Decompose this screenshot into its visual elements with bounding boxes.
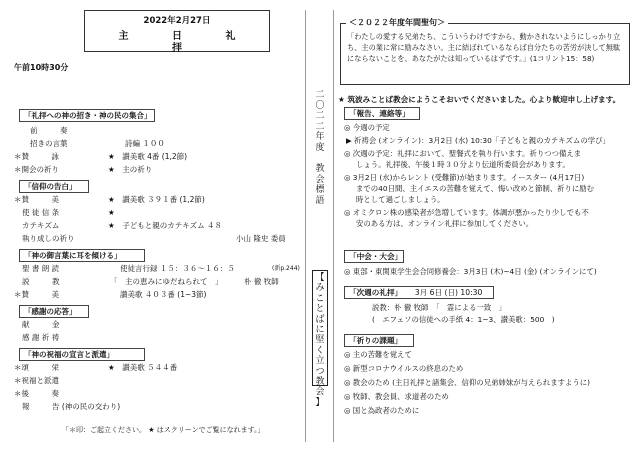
- order-hymn-ref: ★ 讃美歌 4番 (1,2節): [108, 152, 188, 161]
- order-opening-prayer-ref: ★ 主の祈り: [108, 165, 153, 174]
- order-benediction: ＊祝福と派遣: [14, 376, 59, 385]
- order-creed: 使 徒 信 条: [22, 208, 60, 217]
- annual-verse-heading: ＜２０２２年度年間聖句＞: [346, 18, 448, 28]
- announce-prayer-meeting: ▶ 祈祷会 (オンライン)：3月2日 (水) 10:30「子どもと親のカテキズムの学び」: [346, 136, 610, 145]
- prayer-item: ◎ 牧師、教会員、求道者のため: [344, 392, 449, 401]
- order-catechism: カテキズム: [22, 221, 60, 230]
- order-catechism-ref: ★ 子どもと親のカテキズム ４８: [108, 221, 222, 230]
- order-sermon: 説 教: [22, 277, 60, 286]
- annual-verse-box: [340, 23, 630, 85]
- order-sermon-title: 「 主の恵みにゆだねられて 」: [110, 277, 223, 286]
- next-service-scripture: ( エフェソの信徒への手紙 4：1~3、讃美歌：500 ): [372, 315, 555, 324]
- announce-weekly: ◎ 今週の予定: [344, 123, 390, 132]
- footnote: 「＊印：ご起立ください。 ★ はスクリーンでご覧になれます。」: [62, 426, 265, 434]
- service-date: 2022年2月27日: [143, 16, 211, 26]
- order-doxology-ref: ★ 讃美歌 ５４４番: [108, 363, 178, 372]
- order-postlude: ＊後 奏: [14, 389, 59, 398]
- section-presbytery: 「中会・大会」: [344, 250, 404, 263]
- next-service-date: 3月 6日 (日) 10:30: [414, 288, 483, 297]
- order-praise: ＊賛 美: [14, 195, 59, 204]
- prayer-item: ◎ 教会のため (主日礼拝と諸集会、信仰の兄弟姉妹が与えられますように): [344, 378, 591, 387]
- presbytery-event: ◎ 東部・東関東学生会合同修養会：3月3日 (木)~4日 (金) (オンラインにて): [344, 267, 597, 276]
- order-intercession-leader: 小山 隆史 委員: [236, 234, 286, 243]
- section-announcements: 「報告、連絡等」: [344, 107, 420, 120]
- order-reading-ref: 使徒言行録 １５：３６～１６：５: [120, 264, 235, 273]
- service-time: 午前10時30分: [14, 63, 69, 72]
- order-announcements: 報 告 (神の民の交わり): [22, 402, 121, 411]
- next-service-label: 「次週の礼拝」: [349, 288, 403, 297]
- prayer-item: ◎ 新型コロナウイルスの終息のため: [344, 364, 464, 373]
- order-praise-ref: ★ 讃美歌 ３９１番 (1,2節): [108, 195, 205, 204]
- motto-text: 【 み こ と ば に 堅 く 立 つ 教 会 】: [312, 270, 328, 386]
- section-confession: 「信仰の告白」: [19, 180, 89, 193]
- order-hymn2-ref: 讃美歌 ４０３番 (1~3節): [120, 290, 207, 299]
- announce-omicron-2: 安のある方は、オンライン礼拝に参加してください。: [356, 219, 534, 228]
- announce-next-week-2: しょう。礼拝後、午後１時３０分より伝道所委員会があります。: [356, 160, 570, 169]
- divider-right: [333, 10, 334, 442]
- service-title: 主 日 礼 拝: [118, 31, 256, 55]
- motto-year-label: 二 〇 二 二 年 度 教 会 標 語: [315, 90, 325, 206]
- order-call-ref: 詩編 １００: [125, 139, 165, 148]
- order-call: 招きの言葉: [30, 139, 68, 148]
- order-hymn2: ＊賛 美: [14, 290, 59, 299]
- next-service-sermon: 説教：朴 徹 牧師 「 霊による一致 」: [372, 303, 507, 312]
- section-gathering: 「礼拝への神の招き・神の民の集合」: [19, 109, 155, 122]
- announce-lent-2: までの40日間、主イエスの苦難を覚えて、悔い改めと節制、祈りに励む: [356, 184, 595, 193]
- section-prayer-topics: 「祈りの課題」: [344, 334, 414, 347]
- order-thanks-prayer: 感 謝 祈 祷: [22, 333, 60, 342]
- order-sermon-preacher: 朴 徹 牧師: [244, 277, 279, 286]
- order-prelude: 前 奏: [30, 126, 68, 135]
- welcome-message: ★ 筑波みことば教会にようこそおいでくださいました。心より歓迎申し上げます。: [338, 95, 621, 104]
- service-header: [84, 10, 270, 55]
- annual-verse-text: 「わたしの愛する兄弟たち、こういうわけですから、動かされないようにしっかり立ち、主の業に常に励みなさい。主に結ばれているならば自分たちの苦労が決して無駄にならないことを、あなたがたは知っているはずです。」(1コリント15：58): [347, 32, 621, 63]
- section-blessing: 「神の祝福の宣言と派遣」: [19, 348, 145, 361]
- announce-lent-1: ◎ 3月2日 (水)からレント (受難節)が始まります。イースター (4月17日): [344, 173, 585, 182]
- order-opening-prayer: ＊開会の祈り: [14, 165, 59, 174]
- order-intercession: 執り成しの祈り: [22, 234, 75, 243]
- motto-vertical: [312, 90, 328, 408]
- order-doxology: ＊頌 栄: [14, 363, 59, 372]
- order-reading: 聖 書 朗 読: [22, 264, 60, 273]
- order-reading-page: (新p.244): [272, 265, 300, 272]
- announce-omicron-1: ◎ オミクロン株の感染者が急増しています。体調が悪かったり少しでも不: [344, 208, 589, 217]
- prayer-item: ◎ 主の苦難を覚えて: [344, 350, 412, 359]
- announce-next-week-1: ◎ 次週の予定：礼拝において、聖餐式を執り行います。祈りつつ備えま: [344, 149, 582, 158]
- divider-left: [305, 10, 306, 442]
- announce-lent-3: 時として過ごしましょう。: [356, 195, 445, 204]
- section-response: 「感謝の応答」: [19, 305, 89, 318]
- section-word: 「神の御言葉に耳を傾ける」: [19, 249, 145, 262]
- prayer-item: ◎ 国と為政者のために: [344, 406, 420, 415]
- section-next-service: [344, 286, 494, 299]
- order-offering: 献 金: [22, 320, 60, 329]
- order-hymn: ＊賛 詠: [14, 152, 59, 161]
- order-creed-star: ★: [108, 208, 115, 217]
